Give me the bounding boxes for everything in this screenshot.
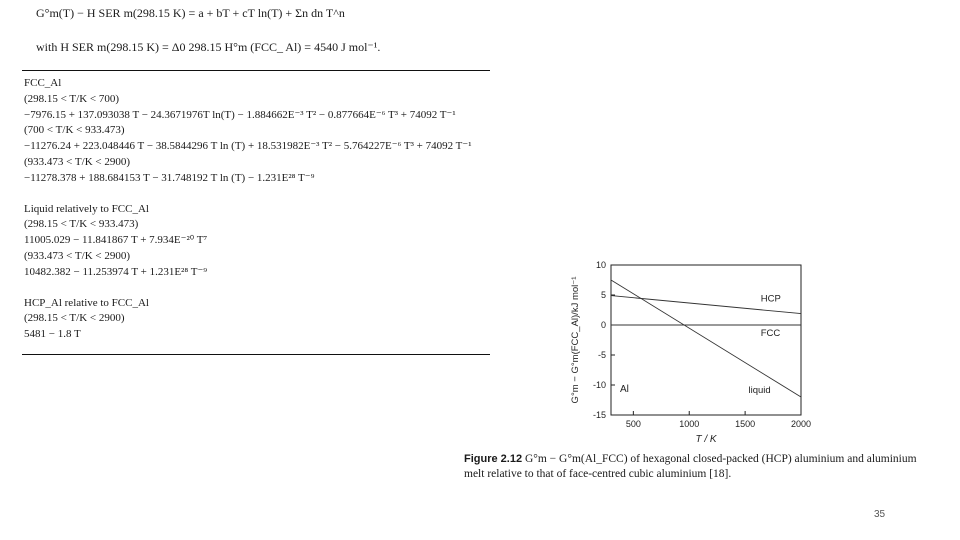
gibbs-parameter-table [24, 76, 472, 343]
table-bottom-rule [22, 354, 490, 355]
table-line: −7976.15 + 137.093038 T − 24.3671976T ln(T) − 1.884662E⁻³ T² − 0.877664E⁻⁶ T³ + 74092 T⁻¹ [24, 108, 456, 121]
y-tick-label: -15 [592, 410, 606, 420]
gibbs-energy-chart [566, 258, 816, 443]
table-line: (298.15 < T/K < 700) [24, 92, 120, 105]
y-tick-label: 5 [600, 290, 606, 300]
table-line: (298.15 < T/K < 2900) [24, 312, 125, 325]
chart-annotation: Al [619, 384, 629, 396]
table-spacer [24, 281, 472, 296]
page-number: 35 [874, 509, 886, 520]
y-tick-label: 10 [595, 260, 606, 270]
gibbs-energy-equation: G°m(T) − H SER m(298.15 K) = a + bT + cT ln(T) + Σn dn T^n [36, 6, 345, 20]
table-line: 11005.029 − 11.841867 T + 7.934E⁻²⁰ T⁷ [24, 234, 208, 247]
plot-frame [611, 265, 801, 415]
table-line: −11278.378 + 188.684153 T − 31.748192 T ln (T) − 1.231E²⁸ T⁻⁹ [24, 171, 315, 184]
y-tick-label: -10 [592, 380, 606, 390]
table-line: (933.473 < T/K < 2900) [24, 155, 131, 168]
table-line: (298.15 < T/K < 933.473) [24, 218, 139, 231]
table-line: (700 < T/K < 933.473) [24, 124, 125, 137]
table-line: FCC_Al [24, 77, 62, 89]
gibbs-energy-figure [566, 258, 816, 448]
series-label-liquid: liquid [748, 384, 771, 396]
series-label-hcp: HCP [760, 293, 781, 305]
series-label-fcc: FCC [760, 327, 781, 339]
table-line: Liquid relatively to FCC_Al [24, 202, 149, 215]
x-axis-label: T / K [695, 434, 717, 443]
y-tick-label: 0 [600, 320, 606, 330]
figure-label: Figure 2.12 [464, 453, 523, 465]
hser-reference-equation: with H SER m(298.15 K) = Δ0 298.15 H°m (FCC_ Al) = 4540 J mol⁻¹. [36, 40, 381, 54]
y-axis-label: G°m − G°m(FCC_Al)/kJ mol⁻¹ [570, 276, 581, 404]
table-spacer [24, 187, 472, 202]
table-line: −11276.24 + 223.048446 T − 38.5844296 T ln (T) + 18.531982E⁻³ T² − 5.764227E⁻⁶ T³ + 74092 T⁻¹ [24, 140, 472, 153]
x-tick-label: 1000 [679, 419, 700, 429]
table-top-rule [22, 70, 490, 71]
x-tick-label: 500 [625, 419, 641, 429]
figure-caption [464, 452, 934, 482]
x-tick-label: 1500 [735, 419, 756, 429]
table-line: (933.473 < T/K < 2900) [24, 249, 131, 262]
table-line: HCP_Al relative to FCC_Al [24, 296, 149, 309]
table-line: 10482.382 − 11.253974 T + 1.231E²⁸ T⁻⁹ [24, 265, 208, 278]
x-tick-label: 2000 [790, 419, 812, 429]
y-tick-label: -5 [597, 350, 606, 360]
figure-caption-text: G°m − G°m(Al_FCC) of hexagonal closed-packed (HCP) aluminium and aluminium melt relative to that of face-centred cubic aluminium [18]. [464, 453, 917, 480]
table-line: 5481 − 1.8 T [24, 328, 81, 341]
